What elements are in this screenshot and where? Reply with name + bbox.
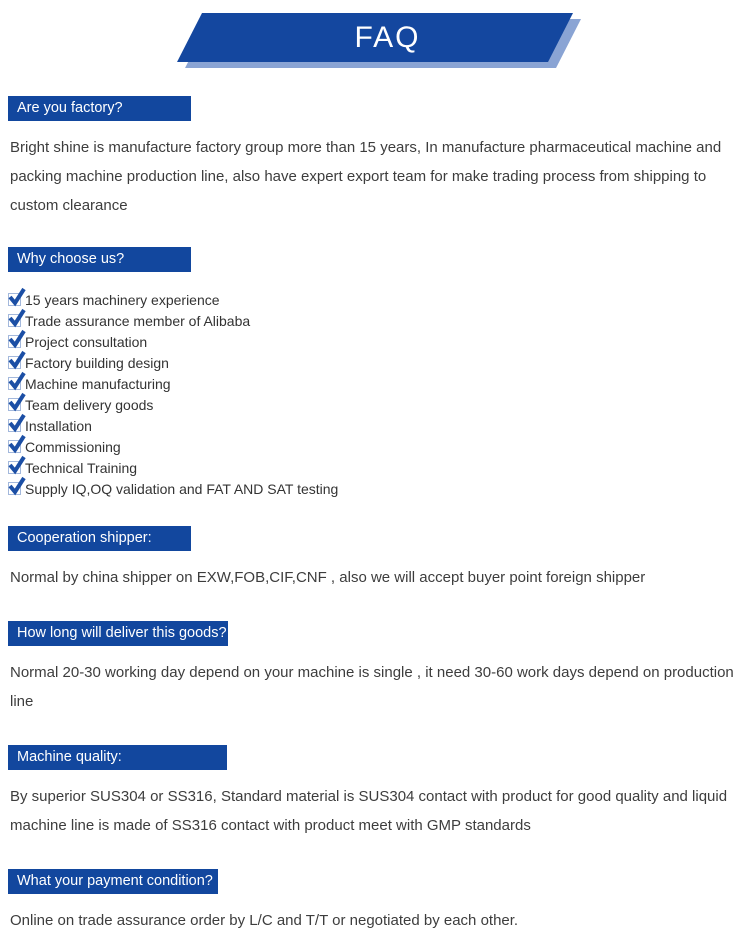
faq-section-are-you-factory [0,96,750,220]
section-heading-bar: Machine quality: [8,745,227,770]
faq-banner [0,0,750,70]
checklist-item-label: Project consultation [25,333,148,350]
checklist-item [8,310,750,331]
checklist-item [8,394,750,415]
faq-section-delivery-time [0,621,750,716]
checked-checkbox-icon [8,314,21,327]
checked-checkbox-icon [8,356,21,369]
why-choose-us-checklist [8,289,750,499]
checklist-item [8,436,750,457]
checklist-item [8,289,750,310]
checked-checkbox-icon [8,419,21,432]
checklist-item-label: Supply IQ,OQ validation and FAT AND SAT testing [25,480,339,497]
checklist-item [8,331,750,352]
section-answer: Normal 20-30 working day depend on your machine is single , it need 30-60 work days depend on production line [10,664,734,710]
checked-checkbox-icon [8,482,21,495]
checked-checkbox-icon [8,398,21,411]
checklist-item-label: Commissioning [25,438,121,455]
checked-checkbox-icon [8,293,21,306]
checklist-item [8,373,750,394]
section-answer: Normal by china shipper on EXW,FOB,CIF,CNF , also we will accept buyer point foreign shipper [10,569,646,586]
checked-checkbox-icon [8,377,21,390]
checklist-item-label: Trade assurance member of Alibaba [25,312,251,329]
section-heading-bar: How long will deliver this goods? [8,621,228,646]
checklist-item-label: Machine manufacturing [25,375,171,392]
checklist-item-label: Technical Training [25,459,138,476]
section-answer: Online on trade assurance order by L/C and T/T or negotiated by each other. [10,912,519,929]
checked-checkbox-icon [8,335,21,348]
faq-section-why-choose-us [0,247,750,499]
faq-section-machine-quality [0,745,750,840]
checklist-item-label: 15 years machinery experience [25,291,220,308]
checked-checkbox-icon [8,440,21,453]
section-answer: By superior SUS304 or SS316, Standard material is SUS304 contact with product for good quality and liquid machine line is made of SS316 contact with product meet with GMP standards [10,788,728,834]
checklist-item-label: Factory building design [25,354,169,371]
section-heading-bar: What your payment condition? [8,869,218,894]
faq-section-cooperation-shipper [0,526,750,592]
checklist-item [8,415,750,436]
section-heading-bar: Cooperation shipper: [8,526,191,551]
checklist-item-label: Installation [25,417,92,434]
checked-checkbox-icon [8,461,21,474]
checklist-item [8,457,750,478]
section-heading-bar: Why choose us? [8,247,191,272]
section-answer: Bright shine is manufacture factory group more than 15 years, In manufacture pharmaceutical machine and packing machine production line, also have expert export team for make trading process from shipping to custom clearance [10,139,722,214]
faq-banner-title: FAQ [354,20,421,54]
checklist-item-label: Team delivery goods [25,396,154,413]
checklist-item [8,352,750,373]
faq-section-payment-condition [0,869,750,935]
section-heading-bar: Are you factory? [8,96,191,121]
checklist-item [8,478,750,499]
